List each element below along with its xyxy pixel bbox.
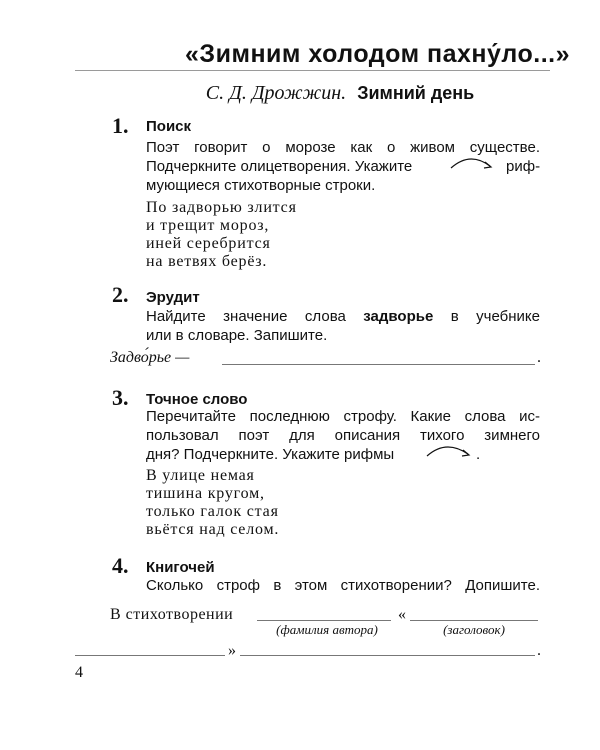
poem-line: тишина кругом, bbox=[146, 485, 265, 502]
task-4-number: 4. bbox=[112, 553, 129, 578]
poem-line: на ветвях берёз. bbox=[146, 253, 268, 270]
rhyme-arc-icon bbox=[448, 151, 496, 173]
poem-line: только галок стая bbox=[146, 503, 279, 520]
task-4-title: Книгочей bbox=[146, 559, 215, 576]
task-2-line-2: или в словаре. Запишите. bbox=[146, 327, 328, 344]
poem-line: и трещит мороз, bbox=[146, 217, 270, 234]
task-2-answer-label: Задво́рье — bbox=[110, 349, 190, 366]
author-line bbox=[140, 82, 540, 105]
task-1-line-2b: риф- bbox=[506, 158, 541, 175]
fill-end: . bbox=[537, 642, 542, 659]
poem-line: вьётся над селом. bbox=[146, 521, 280, 538]
author-name: С. Д. Дрожжин. bbox=[205, 82, 347, 104]
task-3-line-2: пользовал поэт для описания тихого зимнего bbox=[146, 427, 540, 444]
task-2-line-1c: в учебнике bbox=[450, 308, 540, 325]
task-3-number: 3. bbox=[112, 385, 129, 410]
poem-line: иней серебрится bbox=[146, 235, 271, 252]
rhyme-arc-icon bbox=[424, 439, 474, 461]
close-quote: » bbox=[228, 642, 237, 659]
task-1-poem bbox=[146, 199, 297, 271]
task-2-title: Эрудит bbox=[146, 289, 200, 306]
task-1-line-2a: Подчеркните олицетворения. Укажите bbox=[146, 158, 413, 175]
task-3-poem bbox=[146, 467, 279, 539]
task-4-line-1: Сколько строф в этом стихотворении? Допишите. bbox=[146, 577, 540, 594]
task-3-line-1: Перечитайте последнюю строфу. Какие слова ис- bbox=[146, 408, 540, 425]
task-3-line-3b: . bbox=[476, 446, 481, 463]
task-1-line-3: мующиеся стихотворные строки. bbox=[146, 177, 376, 194]
task-1-title: Поиск bbox=[146, 118, 192, 135]
poem-line: В улице немая bbox=[146, 467, 255, 484]
page-number: 4 bbox=[75, 664, 84, 681]
task-2-answer-line[interactable] bbox=[222, 364, 535, 365]
open-quote: « bbox=[398, 606, 407, 623]
author-answer-line[interactable] bbox=[257, 620, 391, 621]
task-2-answer-end: . bbox=[537, 349, 542, 366]
task-3-title: Точное слово bbox=[146, 391, 248, 408]
title-answer-line[interactable] bbox=[410, 620, 538, 621]
task-2-line-1 bbox=[146, 307, 540, 326]
page-title: «Зимним холодом пахну́ло...» bbox=[185, 40, 570, 68]
caption-title: (заголовок) bbox=[443, 622, 505, 637]
title-rule bbox=[75, 70, 550, 71]
work-title: Зимний день bbox=[357, 83, 475, 103]
task-4-fill-start: В стихотворении bbox=[110, 606, 234, 623]
task-1-line-1: Поэт говорит о морозе как о живом существе. bbox=[146, 139, 540, 156]
poem-line: По задворью злится bbox=[146, 199, 297, 216]
title-continuation-line[interactable] bbox=[75, 655, 225, 656]
stanza-answer-line[interactable] bbox=[240, 655, 535, 656]
task-2-line-1a: Найдите значение слова bbox=[146, 308, 346, 325]
caption-author: (фамилия автора) bbox=[276, 622, 378, 637]
task-2-keyword: задворье bbox=[363, 308, 434, 325]
task-2-number: 2. bbox=[112, 282, 129, 307]
task-3-line-3a: дня? Подчеркните. Укажите рифмы bbox=[146, 446, 395, 463]
task-1-number: 1. bbox=[112, 113, 129, 138]
